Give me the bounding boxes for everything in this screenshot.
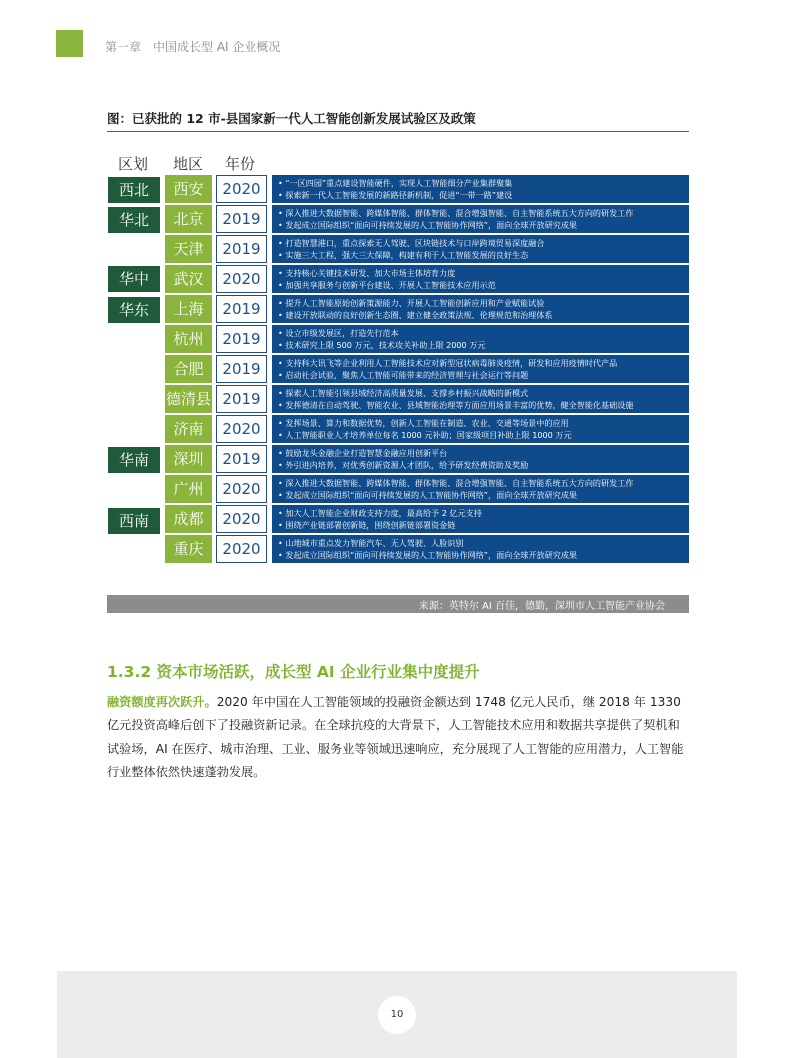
year-cell: 2020 bbox=[216, 265, 267, 293]
column-header-year: 年份 bbox=[225, 155, 256, 173]
year-cell: 2019 bbox=[216, 295, 267, 323]
policy-cell bbox=[272, 295, 689, 323]
policy-cell bbox=[272, 265, 689, 293]
year-cell: 2019 bbox=[216, 445, 267, 473]
year-cell: 2019 bbox=[216, 355, 267, 383]
section-title: 1.3.2 资本市场活跃，成长型 AI 企业行业集中度提升 bbox=[107, 663, 480, 681]
policy-line: • 围绕产业链部署创新链，围绕创新链部署资金链 bbox=[278, 520, 456, 530]
policy-line: • 支持科大讯飞等企业利用人工智能技术应对新型冠状病毒肺炎疫情，研发和应用疫情时代产品 bbox=[278, 358, 618, 368]
policy-line: • 人工智能职业人才培养单位每名 1000 元补助；国家级项目补助上限 1000 万元 bbox=[278, 430, 572, 440]
policy-cell bbox=[272, 445, 689, 473]
policy-line: • 提升人工智能原始创新策源能力、开展人工智能创新应用和产业赋能试验 bbox=[278, 298, 545, 308]
year-cell: 2019 bbox=[216, 205, 267, 233]
policy-line: • 技术研究上限 500 万元，技术攻关补助上限 2000 万元 bbox=[278, 340, 486, 350]
city-cell: 济南 bbox=[165, 415, 212, 443]
city-cell: 重庆 bbox=[165, 535, 212, 563]
year-cell: 2020 bbox=[216, 175, 267, 203]
year-cell: 2019 bbox=[216, 235, 267, 263]
city-cell: 深圳 bbox=[165, 445, 212, 473]
policy-line: • 外引进内培养，对优秀创新资源人才团队，给予研发经费资助及奖励 bbox=[278, 460, 529, 470]
year-cell: 2020 bbox=[216, 535, 267, 563]
title-divider bbox=[107, 131, 689, 132]
year-cell: 2020 bbox=[216, 475, 267, 503]
region-tag: 西南 bbox=[108, 508, 160, 534]
policy-line: • 发挥德清在自动驾驶、智能农业、县域智能治理等方面应用场景丰富的优势，健全智能化基础设施 bbox=[278, 400, 634, 410]
policy-line: • 设立市级发展区，打造先行范本 bbox=[278, 328, 399, 338]
paragraph-text: 2020 年中国在人工智能领域的投融资金额达到 1748 亿元人民币，继 2018 年 1330 亿元投资高峰后创下了投融资新记录。在全球抗疫的大背景下，人工智能技术应用和数据共享提供了契机和试验场，AI 在医疗、城市治理、工业、服务业等领域迅速响应，充分展现了人工智能的应用潜力，人工智能行业整体依然快速蓬勃发展。 bbox=[107, 695, 684, 779]
policy-cell bbox=[272, 415, 689, 443]
policy-cell bbox=[272, 475, 689, 503]
city-cell: 上海 bbox=[165, 295, 212, 323]
city-cell: 广州 bbox=[165, 475, 212, 503]
year-cell: 2020 bbox=[216, 505, 267, 533]
policy-line: • “一区四园”重点建设智能硬件，实现人工智能细分产业集群聚集 bbox=[278, 178, 513, 188]
city-cell: 合肥 bbox=[165, 355, 212, 383]
policy-line: • 山地城市重点发力智能汽车、无人驾驶、人脸识别 bbox=[278, 538, 464, 548]
figure-title: 图：已获批的 12 市-县国家新一代人工智能创新发展试验区及政策 bbox=[107, 111, 476, 126]
source-bar bbox=[107, 595, 689, 613]
region-tag: 华北 bbox=[108, 207, 160, 233]
policy-cell bbox=[272, 385, 689, 413]
policy-cell bbox=[272, 505, 689, 533]
source-text: 来源：英特尔 AI 百佳，德勤，深圳市人工智能产业协会 bbox=[418, 601, 665, 612]
chapter-header: 第一章 中国成长型 AI 企业概况 bbox=[105, 40, 281, 54]
policy-cell bbox=[272, 175, 689, 203]
body-paragraph bbox=[107, 691, 689, 784]
policy-cell bbox=[272, 325, 689, 353]
region-tag: 华东 bbox=[108, 297, 160, 323]
policy-line: • 启动社会试验，聚焦人工智能可能带来的经济管理与社会运行等问题 bbox=[278, 370, 529, 380]
city-cell: 天津 bbox=[165, 235, 212, 263]
city-cell: 成都 bbox=[165, 505, 212, 533]
region-tag: 华南 bbox=[108, 447, 160, 473]
city-cell: 杭州 bbox=[165, 325, 212, 353]
policy-line: • 探索人工智能引领县域经济高质量发展、支撑乡村振兴战略的新模式 bbox=[278, 388, 529, 398]
policy-cell bbox=[272, 355, 689, 383]
city-cell: 北京 bbox=[165, 205, 212, 233]
policy-line: • 打造智慧港口，重点探索无人驾驶、区块链技术与口岸跨境贸易深度融合 bbox=[278, 238, 545, 248]
region-tag: 西北 bbox=[108, 177, 160, 203]
year-cell: 2019 bbox=[216, 325, 267, 353]
page-number: 10 bbox=[378, 996, 416, 1034]
column-header-region: 区划 bbox=[118, 155, 149, 173]
region-tag: 华中 bbox=[108, 266, 160, 292]
city-cell: 西安 bbox=[165, 175, 212, 203]
policy-line: • 探索新一代人工智能发展的新路径新机制，促进“一带一路”建设 bbox=[278, 190, 513, 200]
paragraph-lead: 融资额度再次跃升。 bbox=[107, 695, 217, 709]
policy-line: • 发起成立国际组织“面向可持续发展的人工智能协作网络”，面向全球开放研究成果 bbox=[278, 490, 578, 500]
city-cell: 德清县 bbox=[165, 385, 212, 413]
policy-cell bbox=[272, 535, 689, 563]
policy-line: • 深入推进大数据智能、跨媒体智能、群体智能、混合增强智能、自主智能系统五大方向的研发工作 bbox=[278, 478, 634, 488]
column-header-city: 地区 bbox=[173, 155, 204, 173]
policy-cell bbox=[272, 205, 689, 233]
policy-line: • 深入推进大数据智能、跨媒体智能、群体智能、混合增强智能、自主智能系统五大方向的研发工作 bbox=[278, 208, 634, 218]
year-cell: 2020 bbox=[216, 415, 267, 443]
chapter-marker bbox=[56, 30, 83, 57]
policy-line: • 发挥场景、算力和数据优势，创新人工智能在制造、农业、交通等场景中的应用 bbox=[278, 418, 569, 428]
year-cell: 2019 bbox=[216, 385, 267, 413]
city-cell: 武汉 bbox=[165, 265, 212, 293]
policy-line: • 建设开放联动的良好创新生态圈、建立健全政策法规、伦理规范和治理体系 bbox=[278, 310, 553, 320]
policy-line: • 加大人工智能企业财政支持力度，最高给予 2 亿元支持 bbox=[278, 508, 482, 518]
policy-line: • 发起成立国际组织“面向可持续发展的人工智能协作网络”，面向全球开放研究成果 bbox=[278, 550, 578, 560]
policy-line: • 加强共享服务与创新平台建设、开展人工智能技术应用示范 bbox=[278, 280, 496, 290]
policy-line: • 鼓励龙头金融企业打造智慧金融应用创新平台 bbox=[278, 448, 448, 458]
policy-cell bbox=[272, 235, 689, 263]
policy-line: • 发起成立国际组织“面向可持续发展的人工智能协作网络”，面向全球开放研究成果 bbox=[278, 220, 578, 230]
policy-line: • 支持核心关键技术研发、加大市场主体培育力度 bbox=[278, 268, 456, 278]
policy-line: • 实施三大工程，强大三大保障，构建有利于人工智能发展的良好生态 bbox=[278, 250, 529, 260]
